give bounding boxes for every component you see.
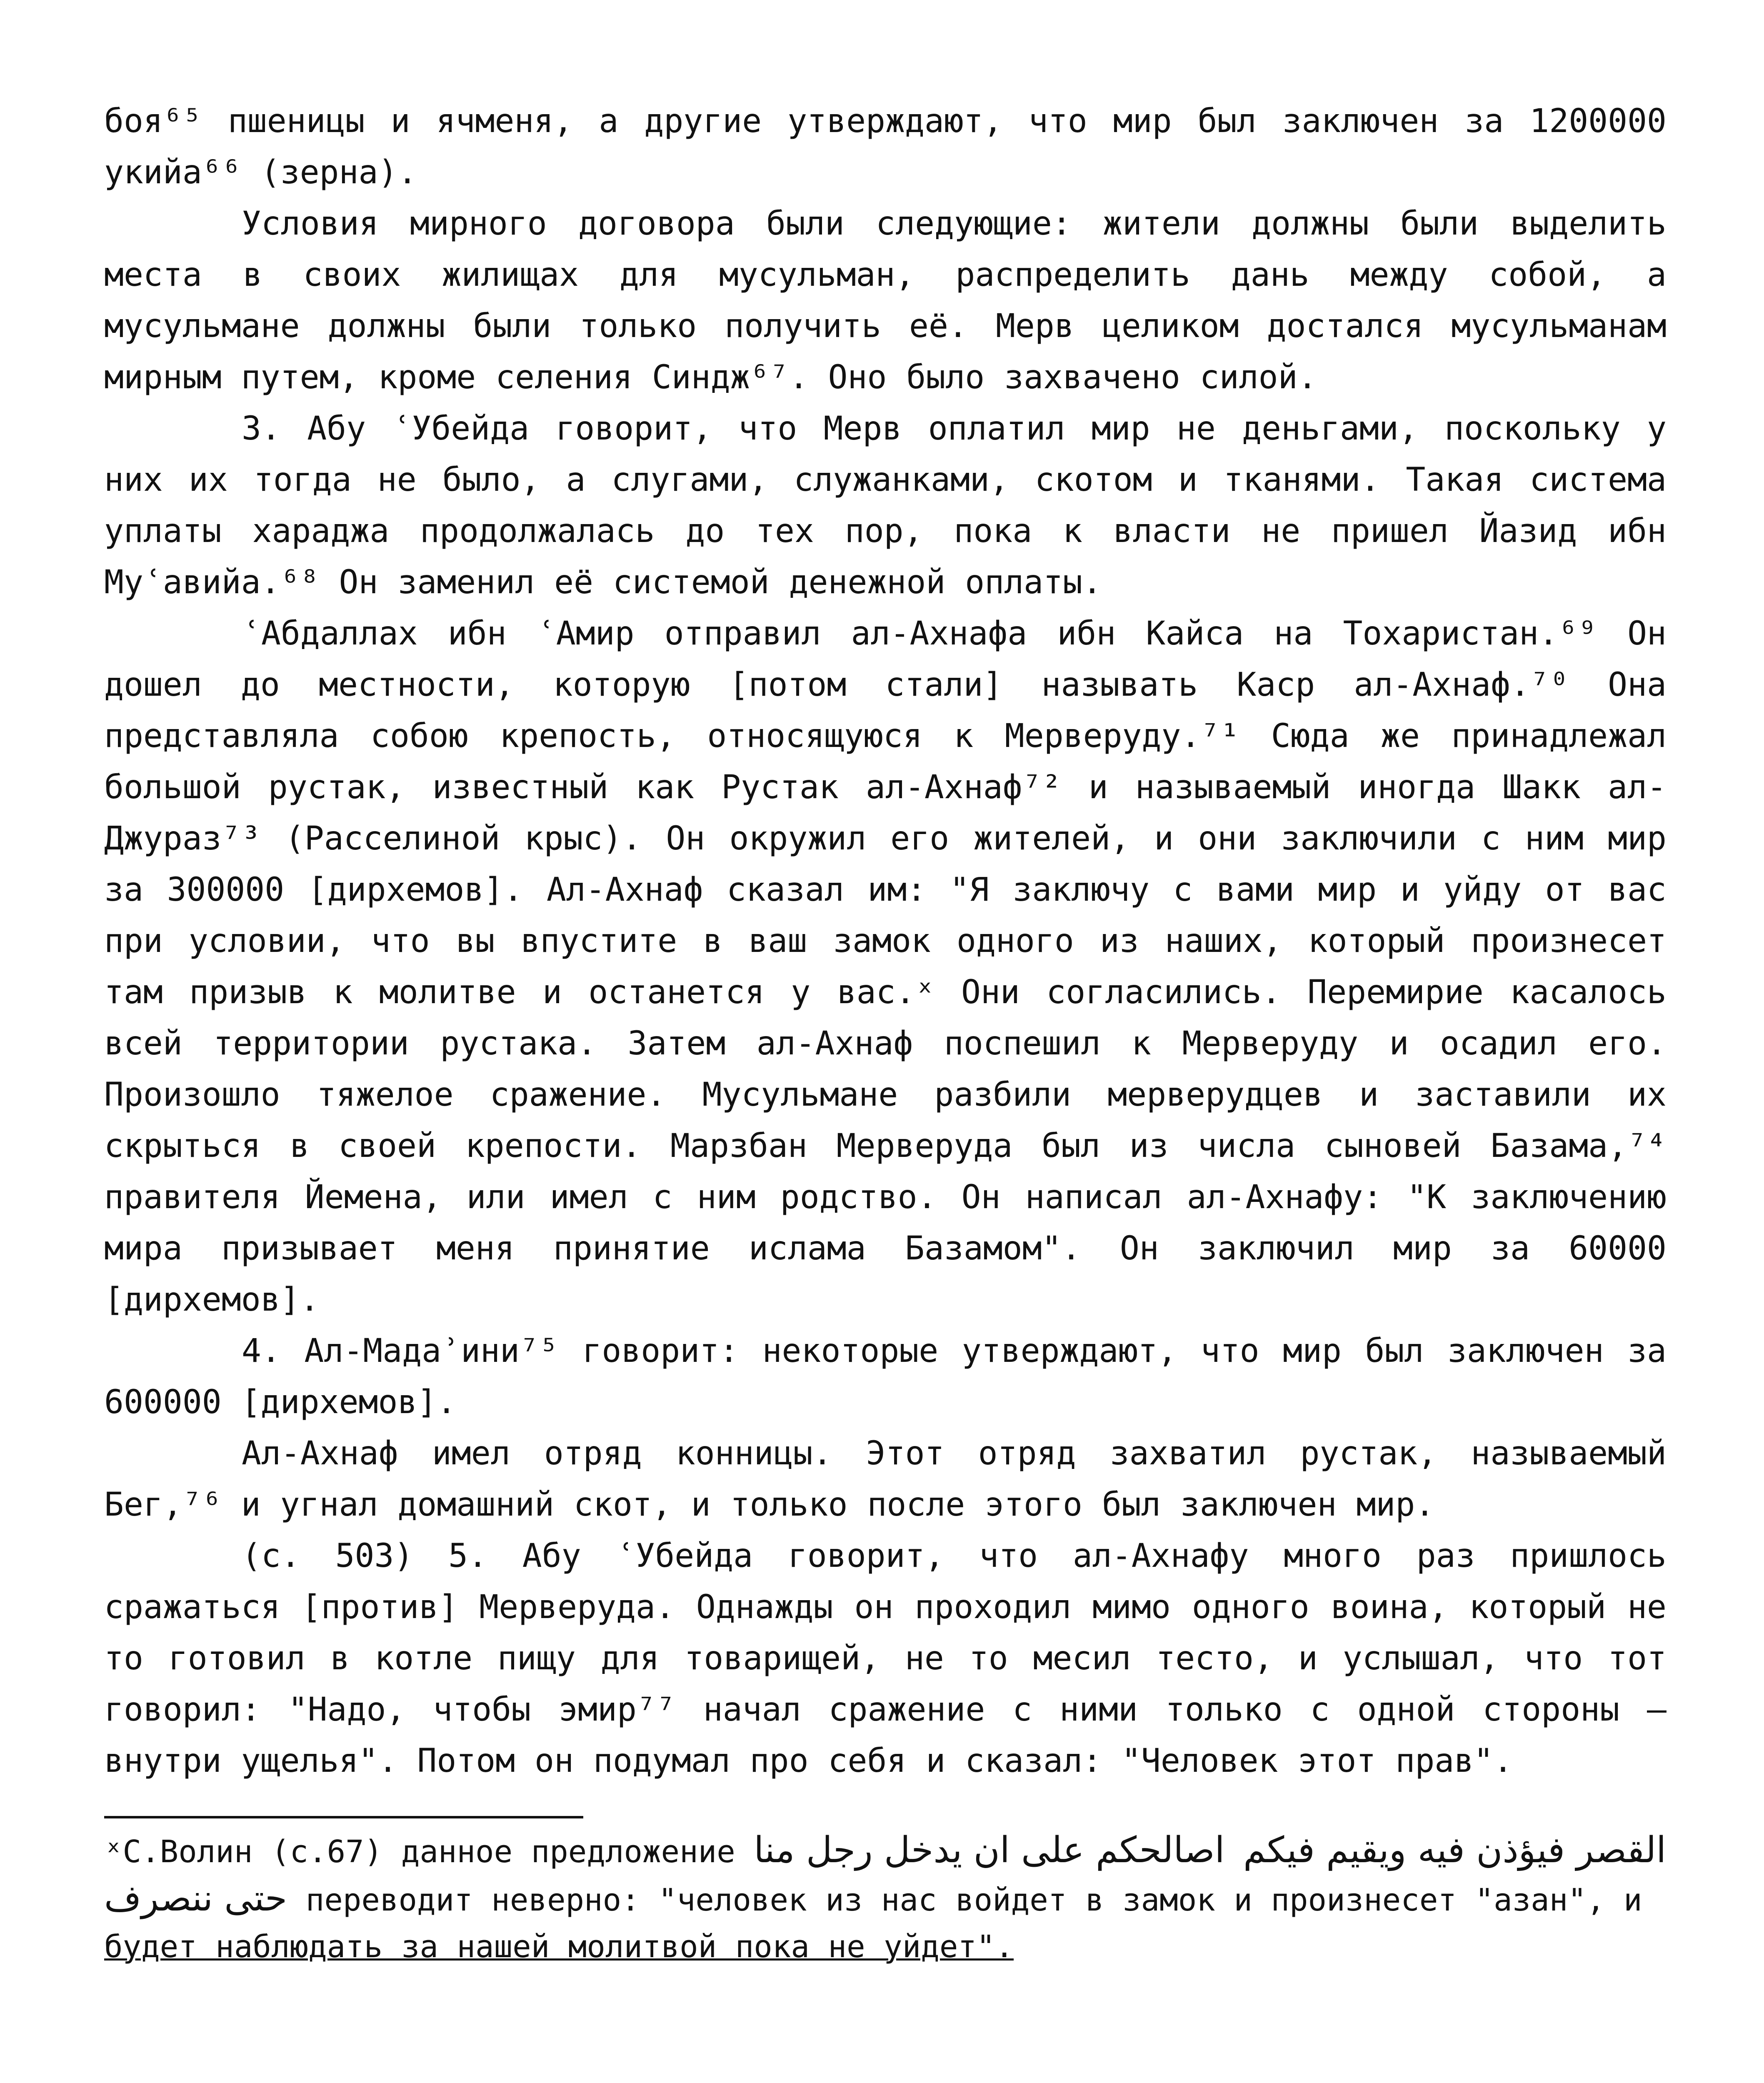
paragraph-5: 4. Ал-Мадаʾини⁷⁵ говорит: некоторые утверждают, что мир был заключен за 600000 [дирхемов]. [104, 1332, 1667, 1421]
footnote-text-2: переводит неверно: "человек из нас войдет в замок и произнесет "азан", и [305, 1882, 1642, 1918]
paragraph-3: 3. Абу ʿУбейда говорит, что Мерв оплатил мир не деньгами, поскольку у них их тогда не было, а слугами, служанками, скотом и тканями. Такая система уплаты хараджа продолжалась до тех пор, пока к власти не пришел Йазид ибн Муʿавийа.⁶⁸ Он заменил её системой денежной оплаты. [104, 410, 1667, 601]
paragraph-6: Ал-Ахнаф имел отряд конницы. Этот отряд захватил рустак, называемый Бег,⁷⁶ и угнал домашний скот, и только после этого был заключен мир. [104, 1435, 1667, 1524]
footnote-arabic-1: اصالحكم على ان يدخل رجل منا [754, 1829, 1225, 1871]
footnote-divider [104, 1816, 583, 1818]
paragraph-1: боя⁶⁵ пшеницы и ячменя, а другие утверждают, что мир был заключен за 1200000 укийа⁶⁶ (зерна). [104, 102, 1667, 191]
footnote-arabic-2: القصر فيؤذن فيه ويقيم فيكم حتى ننصرف [104, 1829, 1667, 1919]
document-page [104, 96, 1667, 1970]
paragraph-2: Условия мирного договора были следующие: жители должны были выделить места в своих жилищах для мусульман, распределить дань между собой, а мусульмане должны были только получить её. Мерв целиком достался мусульманам мирным путем, кроме селения Синдж⁶⁷. Оно было захвачено силой. [104, 205, 1667, 396]
footnote-underlined-text: будет наблюдать за нашей молитвой пока не уйдет". [104, 1929, 1014, 1965]
footnote-text-1: ˣС.Волин (с.67) данное предложение [104, 1834, 735, 1870]
paragraph-7: (с. 503) 5. Абу ʿУбейда говорит, что ал-Ахнафу много раз пришлось сражаться [против] Мерверуда. Однажды он проходил мимо одного воина, который не то готовил в котле пищу для товарищей, не то месил тесто, и услышал, что тот говорил: "Надо, чтобы эмир⁷⁷ начал сражение с ними только с одной стороны – внутри ущелья". Потом он подумал про себя и сказал: "Человек этот прав". [104, 1537, 1667, 1780]
paragraph-4: ʿАбдаллах ибн ʿАмир отправил ал-Ахнафа ибн Кайса на Тохаристан.⁶⁹ Он дошел до местности, которую [потом стали] называть Каср ал-Ахнаф.⁷⁰ Она представляла собою крепость, относящуюся к Мерверуду.⁷¹ Сюда же принадлежал большой рустак, известный как Рустак ал-Ахнаф⁷² и называемый иногда Шакк ал-Джураз⁷³ (Расселиной крыс). Он окружил его жителей, и они заключили с ним мир за 300000 [дирхемов]. Ал-Ахнаф сказал им: "Я заключу с вами мир и уйду от вас при условии, что вы впустите в ваш замок одного из наших, который произнесет там призыв к молитве и останется у вас.ˣ Они согласились. Перемирие касалось всей территории рустака. Затем ал-Ахнаф поспешил к Мерверуду и осадил его. Произошло тяжелое сражение. Мусульмане разбили мерверудцев и заставили их скрыться в своей крепости. Марзбан Мерверуда был из числа сыновей Базама,⁷⁴ правителя Йемена, или имел с ним родство. Он написал ал-Ахнафу: "К заключению мира призывает меня принятие ислама Базамом". Он заключил мир за 60000 [дирхемов]. [104, 615, 1667, 1319]
footnote [104, 1827, 1667, 1970]
